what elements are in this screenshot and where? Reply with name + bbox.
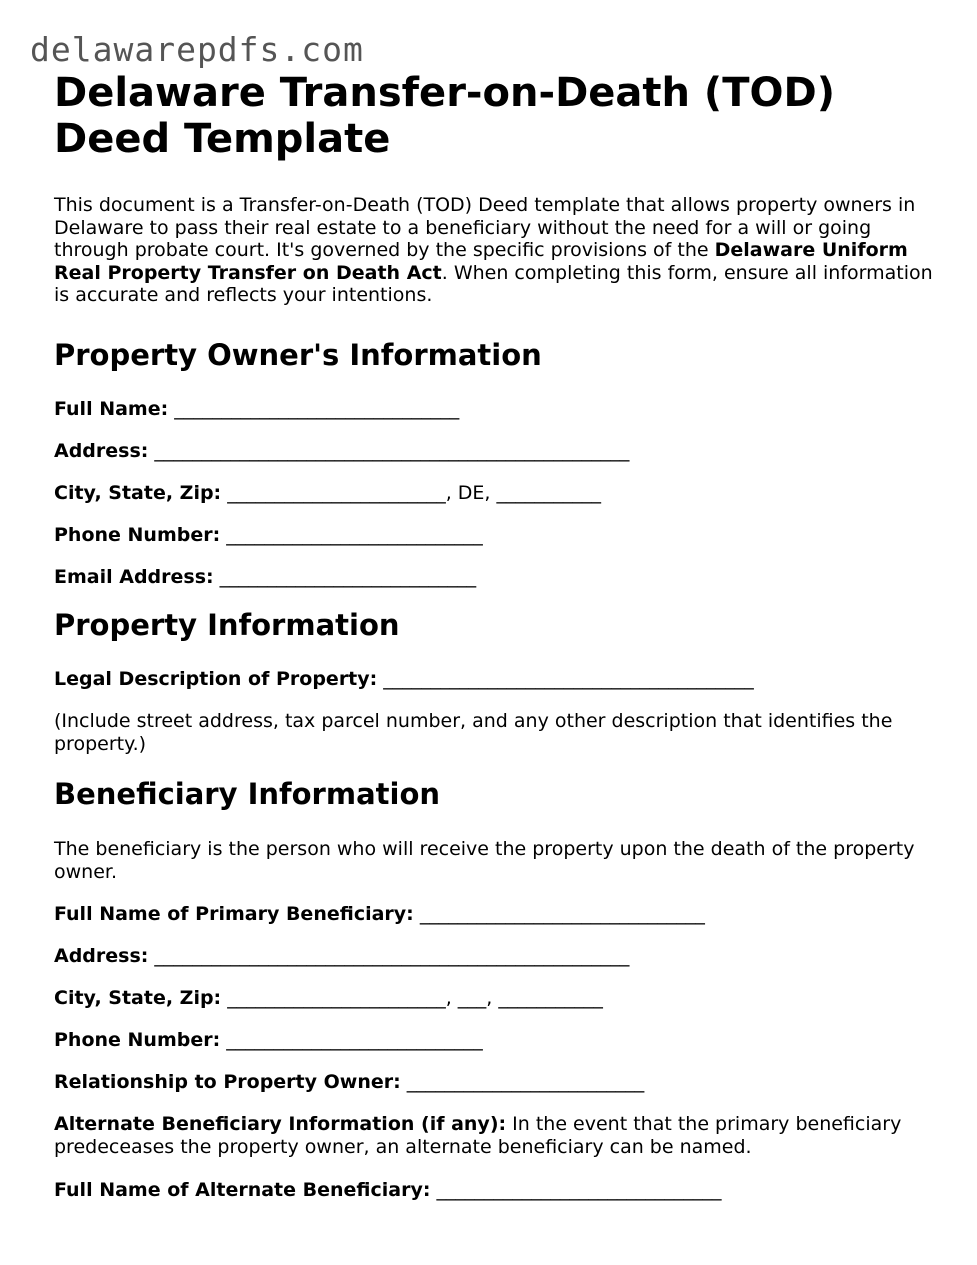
field-label: Phone Number: bbox=[54, 523, 221, 546]
field-label: Address: bbox=[54, 439, 149, 462]
field-label: Full Name: bbox=[54, 397, 169, 420]
field-label: Phone Number: bbox=[54, 1029, 221, 1052]
field-blank[interactable]: __________________________________________________ bbox=[148, 439, 630, 462]
field-blank[interactable]: ______________________________ bbox=[168, 397, 460, 420]
beneficiary-address-field[interactable] bbox=[54, 945, 934, 967]
field-blank[interactable]: ___________________________ bbox=[220, 1029, 483, 1052]
act-name: Delaware Uniform Real Property Transfer on Death Act bbox=[54, 239, 908, 284]
field-blank[interactable]: _________________________ bbox=[400, 1071, 645, 1094]
field-blank[interactable]: _______________________________________ bbox=[377, 667, 754, 690]
alternate-info-text: In the event that the primary beneficiary predeceases the property owner, an alternate beneficiary can be named. bbox=[54, 1113, 902, 1158]
field-blank[interactable]: _______________________, DE, ___________ bbox=[221, 481, 602, 504]
owner-city-field[interactable] bbox=[54, 482, 934, 504]
intro-text-2: . When completing this form, ensure all information is accurate and reflects your intentions. bbox=[54, 261, 933, 307]
field-label: Legal Description of Property: bbox=[54, 667, 378, 690]
intro-paragraph bbox=[54, 194, 934, 307]
field-label: Full Name of Primary Beneficiary: bbox=[54, 903, 414, 926]
alternate-beneficiary-info bbox=[54, 1113, 934, 1158]
relationship-field[interactable] bbox=[54, 1071, 934, 1093]
owner-address-field[interactable] bbox=[54, 440, 934, 462]
owner-email-field[interactable] bbox=[54, 566, 934, 588]
beneficiary-section-heading: Beneficiary Information bbox=[54, 777, 441, 812]
field-label: Relationship to Property Owner: bbox=[54, 1071, 401, 1094]
field-label: City, State, Zip: bbox=[54, 481, 222, 504]
property-note: (Include street address, tax parcel number, and any other description that identifies the property.) bbox=[54, 709, 893, 755]
field-blank[interactable]: ______________________________ bbox=[413, 903, 705, 926]
document-title bbox=[54, 70, 934, 162]
field-label: City, State, Zip: bbox=[54, 987, 222, 1010]
field-blank[interactable]: ______________________________ bbox=[430, 1178, 722, 1201]
field-blank[interactable]: __________________________________________________ bbox=[148, 945, 630, 968]
legal-description-field[interactable] bbox=[54, 668, 934, 690]
primary-beneficiary-name-field[interactable] bbox=[54, 903, 934, 925]
title-line-2: Deed Template bbox=[54, 116, 391, 162]
owner-full-name-field[interactable] bbox=[54, 398, 934, 420]
document-page bbox=[54, 70, 934, 1201]
beneficiary-phone-field[interactable] bbox=[54, 1029, 934, 1051]
field-blank[interactable]: ___________________________ bbox=[220, 523, 483, 546]
field-blank[interactable]: ___________________________ bbox=[213, 565, 477, 588]
title-line-1: Delaware Transfer-on-Death (TOD) bbox=[54, 70, 835, 116]
field-label: Email Address: bbox=[54, 565, 214, 588]
field-blank[interactable]: _______________________, ___, ___________ bbox=[221, 987, 603, 1010]
beneficiary-intro: The beneficiary is the person who will receive the property upon the death of the property owner. bbox=[54, 838, 915, 883]
site-watermark: delawarepdfs.com bbox=[30, 30, 364, 69]
field-label: Address: bbox=[54, 945, 149, 968]
owner-section-heading: Property Owner's Information bbox=[54, 337, 542, 372]
owner-phone-field[interactable] bbox=[54, 524, 934, 546]
alternate-info-label: Alternate Beneficiary Information (if any): bbox=[54, 1113, 507, 1136]
alternate-beneficiary-name-field[interactable] bbox=[54, 1179, 934, 1201]
intro-text-1: This document is a Transfer-on-Death (TOD) Deed template that allows property owners in Delaware to pass their real estate to a beneficiary without the need for a will or going through probate court. It's governed by the specific provisions of the bbox=[54, 194, 916, 262]
beneficiary-city-field[interactable] bbox=[54, 987, 934, 1009]
field-label: Full Name of Alternate Beneficiary: bbox=[54, 1178, 431, 1201]
property-section-heading: Property Information bbox=[54, 607, 400, 642]
